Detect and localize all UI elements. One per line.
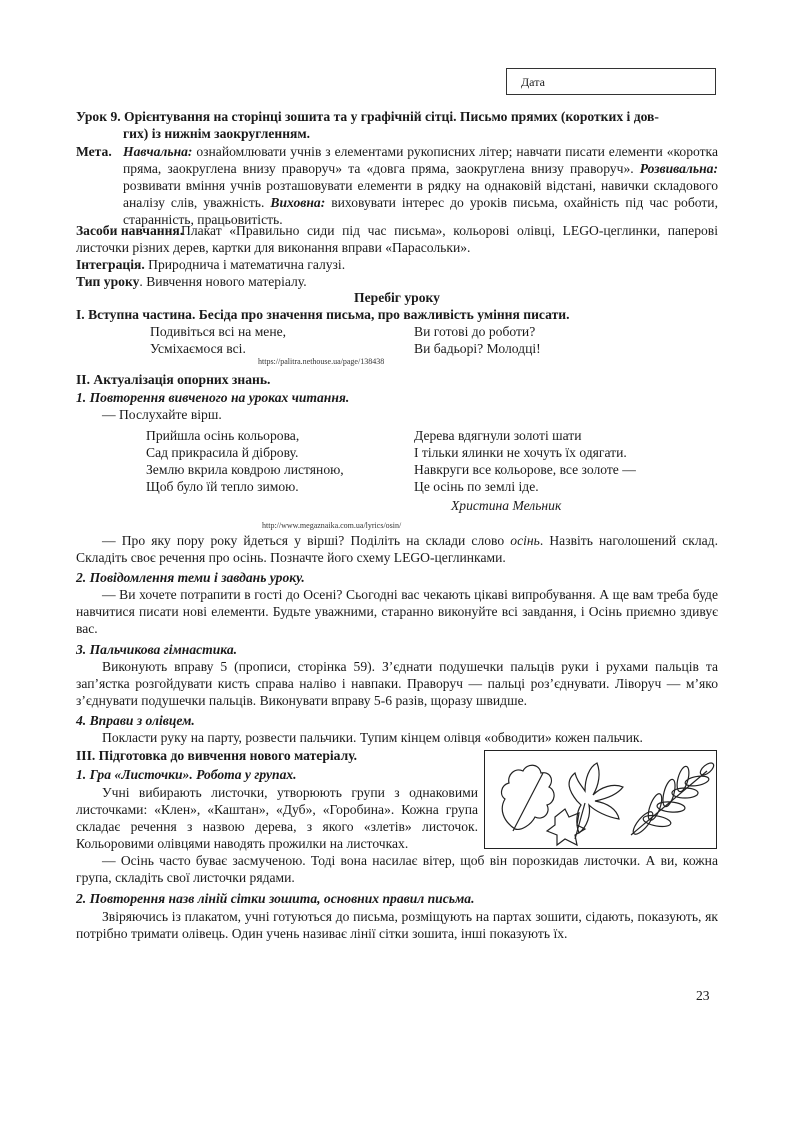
integration-text: Природнича і математична галузі. [144, 257, 346, 272]
section2-s1-heading: 1. Повторення вивченого на уроках читання. [76, 390, 350, 405]
section2-heading: II. Актуалізація опорних знань. [76, 372, 271, 387]
section3-s1-text2: — Осінь часто буває засмученою. Тоді вона насилає вітер, щоб він порозкидав листочки. А ви, кожна група, складіть свої листочки рядами. [76, 853, 718, 885]
section2-s2-heading: 2. Повідомлення теми і завдань уроку. [76, 570, 305, 585]
question-word: осінь [510, 533, 540, 548]
means-text [76, 222, 718, 256]
poem2-left-3: Землю вкрила ковдрою листяною, [146, 462, 344, 477]
poem1-right-1: Ви готові до роботи? [414, 324, 536, 339]
meta-text [123, 143, 718, 228]
integration-label: Інтеграція. [76, 257, 145, 272]
meta-t2-label: Розвивальна: [633, 161, 718, 176]
section2-s4-text: Покласти руку на парту, розвести пальчики. Тупим кінцем олівця «обводити» кожен пальчик. [102, 730, 643, 745]
maple-leaf-icon [547, 809, 585, 845]
meta-t1: ознайомлювати учнів з елементами рукописних літер; навчати писати елементи «коротка пряма, заокруглена внизу праворуч» та «довга пряма, заокруглена внизу праворуч». [123, 144, 718, 176]
poem1-right-2: Ви бадьорі? Молодці! [414, 341, 541, 356]
integration-line [76, 256, 345, 273]
means-body: Плакат «Правильно сиди під час письма», кольорові олівці, LEGO-цеглинки, паперові листочки різних дерев, картки для виконання вправи «Парасольки». [76, 223, 718, 255]
poem1-left-1: Подивіться всі на мене, [150, 324, 287, 339]
meta-t2: розвивати вміння учнів розташовувати елементи в рядку на однаковій відстані, навички складового аналізу слів, уважність. [123, 178, 718, 210]
type-text: . Вивчення нового матеріалу. [139, 274, 307, 289]
leaves-illustration [484, 750, 717, 849]
section2-s1-intro: — Послухайте вірш. [102, 407, 222, 422]
leaves-drawing [485, 751, 716, 848]
section3-s1-heading: 1. Гра «Листочки». Робота у групах. [76, 767, 297, 782]
section2-s2-text: — Ви хочете потрапити в гості до Осені? Сьогодні вас чекають цікаві випробування. А ще вам треба буде навчитися писати нові елементи. Будьте уважними, старанно виконуйте всі завдання, і Осінь приємно здивує вас. [76, 587, 718, 636]
poem2-right-2: І тільки ялинки не хочуть їх одягати. [414, 445, 627, 460]
poem2-right-1: Дерева вдягнули золоті шати [414, 428, 582, 443]
date-field [506, 68, 716, 95]
meta-t1-label: Навчальна: [123, 144, 193, 159]
section2-s3-heading: 3. Пальчикова гімнастика. [76, 642, 238, 657]
source-link-2: http://www.megaznaika.com.ua/lyrics/osin/ [262, 521, 402, 530]
question-part-a: — Про яку пору року йдеться у вірші? Поділіть на склади слово [102, 533, 511, 548]
section2-s3-text: Виконують вправу 5 (прописи, сторінка 59). З’єднати подушечки пальців руки і рухами пальців та зап’ястка розгойдувати кисть справа наліво і навпаки. Праворуч — пальці роз’єднувати. Ліворуч — м’яко з’єднувати подушечки пальців. Виконувати вправу 5-6 разів, щоразу швидше. [76, 659, 718, 708]
poem2-left-1: Прийшла осінь кольорова, [146, 428, 300, 443]
means-label: Засоби навчання. [76, 223, 184, 238]
poem2-right-4: Це осінь по землі іде. [414, 479, 539, 494]
section2-s4-heading: 4. Вправи з олівцем. [76, 713, 195, 728]
poem2-left-4: Щоб було їй тепло зимою. [146, 479, 299, 494]
type-line [76, 273, 307, 290]
type-label: Тип уроку [76, 274, 140, 289]
date-label: Дата [521, 75, 545, 89]
poem1-left-2: Усміхаємося всі. [150, 341, 246, 356]
meta-label: Мета. [76, 144, 112, 159]
section3-s2-text: Звіряючись із плакатом, учні готуються до письма, розміщують на партах зошити, сідають, показують, як потрібно тримати олівець. Один учень називає лінії сітки зошита, інші показують їх. [76, 909, 718, 941]
poem2-right-3: Навкруги все кольорове, все золоте — [414, 462, 636, 477]
page-number: 23 [696, 988, 710, 1003]
meta-t3-label: Виховна: [264, 195, 326, 210]
meta-t3: виховувати інтерес до уроків письма, охайність під час роботи, старанність, працьовитість. [123, 195, 718, 227]
source-link-1: https://palitra.nethouse.ua/page/138438 [258, 357, 385, 366]
poem-author: Христина Мельник [451, 498, 562, 513]
section3-s2-heading: 2. Повторення назв ліній сітки зошита, основних правил письма. [76, 891, 475, 906]
section3-s1-text: Учні вибирають листочки, утворюють групи з однаковими листочками: «Клен», «Каштан», «Дуб», «Горобина». Кожна група складає речення з назвою дерева, з якого «злетів» листочок. Кольоровими олівцями наводять прожилки на листочках. [76, 785, 478, 851]
poem2-left-2: Сад прикрасила й діброву. [146, 445, 299, 460]
oak-leaf-icon [502, 765, 555, 829]
section2-question [76, 532, 718, 566]
course-title: Перебіг уроку [354, 290, 440, 305]
question-part-b: . Назвіть наголошений склад. Складіть своє речення про осінь. Позначте його схему LEGO-цеглинками. [76, 533, 718, 565]
lesson-title-line2: гих) із нижнім заокругленням. [123, 126, 311, 141]
lesson-title-line1: Урок 9. Орієнтування на сторінці зошита та у графічній сітці. Письмо прямих (коротких і дов- [76, 109, 659, 124]
section3-heading: III. Підготовка до вивчення нового матеріалу. [76, 748, 358, 763]
section1-heading: I. Вступна частина. Бесіда про значення письма, про важливість уміння писати. [76, 307, 570, 322]
